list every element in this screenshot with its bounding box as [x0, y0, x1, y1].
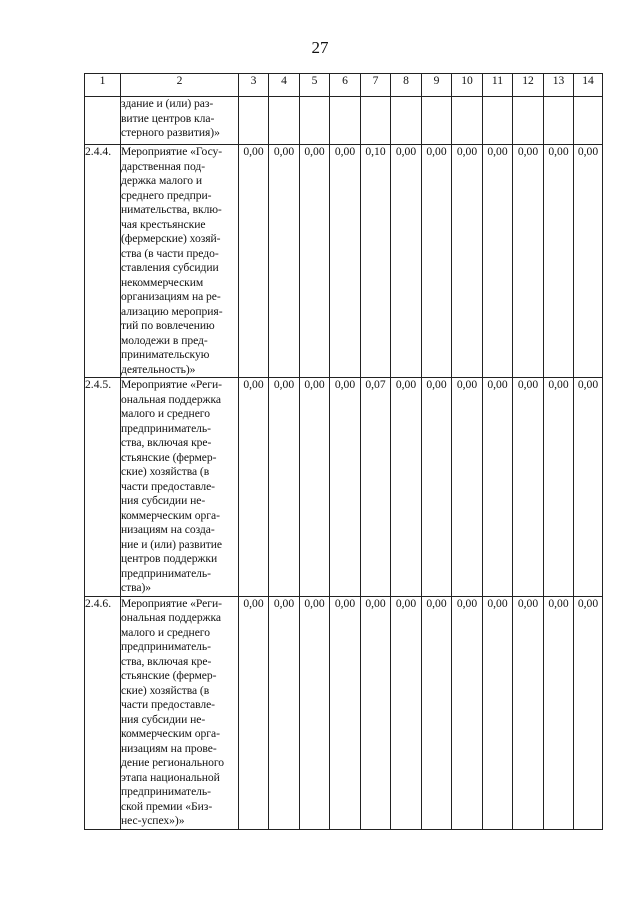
name-line: предприниматель-	[121, 785, 211, 798]
value-cell: 0,00	[391, 596, 422, 829]
column-header: 12	[513, 74, 544, 97]
value-cell: 0,00	[513, 378, 544, 597]
name-line: Мероприятие «Госу-	[121, 145, 223, 158]
table-body	[85, 97, 603, 830]
name-line: ства, включая кре-	[121, 436, 212, 449]
row-name-cell	[121, 145, 239, 378]
value-cell: 0,00	[544, 378, 574, 597]
value-cell: 0,07	[361, 378, 391, 597]
value-cell: 0,00	[330, 378, 361, 597]
value-cell: 0,00	[422, 378, 452, 597]
column-header: 2	[121, 74, 239, 97]
name-line: ональная поддержка	[121, 611, 222, 624]
row-number-cell	[85, 97, 121, 145]
name-line: дарственная под-	[121, 159, 206, 173]
name-line: ские) хозяйства (в	[121, 465, 210, 478]
name-line: предприниматель-	[121, 566, 211, 580]
name-line: чая крестьянские	[121, 217, 206, 231]
name-line: (фермерские) хозяй-	[121, 232, 221, 245]
name-line: части предоставле-	[121, 698, 215, 711]
column-header: 10	[452, 74, 483, 97]
value-cell	[422, 97, 452, 145]
name-line: Мероприятие «Реги-	[121, 378, 222, 391]
name-line: здание и (или) раз-	[121, 97, 214, 110]
name-line: коммерческим орга-	[121, 727, 220, 740]
value-cell: 0,00	[544, 596, 574, 829]
value-cell: 0,00	[239, 378, 269, 597]
value-cell: 0,00	[330, 596, 361, 829]
name-line: Мероприятие «Реги-	[121, 596, 222, 610]
column-header: 1	[85, 74, 121, 97]
column-header: 8	[391, 74, 422, 97]
column-header: 5	[300, 74, 330, 97]
name-line: среднего предпри-	[121, 188, 212, 202]
value-cell: 0,00	[574, 378, 603, 597]
name-line: ства)»	[121, 581, 152, 594]
name-line: центров поддержки	[121, 552, 218, 565]
name-line: принимательскую	[121, 348, 210, 361]
value-cell	[300, 97, 330, 145]
value-cell: 0,00	[239, 596, 269, 829]
value-cell: 0,00	[300, 378, 330, 597]
value-cell	[391, 97, 422, 145]
value-cell: 0,00	[513, 596, 544, 829]
value-cell: 0,00	[300, 596, 330, 829]
value-cell: 0,00	[269, 596, 300, 829]
name-line: предприниматель-	[121, 640, 211, 653]
name-line: тий по вовлечению	[121, 319, 215, 332]
name-line: низациям на созда-	[121, 523, 215, 536]
name-line: коммерческим орга-	[121, 508, 220, 522]
row-name-cell	[121, 596, 239, 829]
name-line: ния субсидии не-	[121, 494, 206, 507]
name-line: витие центров кла-	[121, 111, 215, 125]
value-cell	[483, 97, 513, 145]
name-line: ства, включая кре-	[121, 654, 212, 668]
name-line: ской премии «Биз-	[121, 799, 213, 813]
column-header: 13	[544, 74, 574, 97]
value-cell: 0,00	[574, 145, 603, 378]
name-line: ние и (или) развитие	[121, 537, 222, 551]
value-cell: 0,00	[391, 378, 422, 597]
table-row	[85, 378, 603, 597]
value-cell: 0,00	[513, 145, 544, 378]
value-cell	[574, 97, 603, 145]
table-row	[85, 97, 603, 145]
name-line: дение регионального	[121, 756, 225, 769]
value-cell: 0,00	[422, 596, 452, 829]
value-cell	[239, 97, 269, 145]
column-header: 7	[361, 74, 391, 97]
name-line: ские) хозяйства (в	[121, 683, 210, 697]
name-line: ональная поддержка	[121, 392, 222, 406]
name-line: ства (в части предо-	[121, 246, 219, 260]
column-header: 9	[422, 74, 452, 97]
value-cell	[544, 97, 574, 145]
value-cell: 0,00	[300, 145, 330, 378]
name-line: ставления субсидии	[121, 261, 219, 274]
name-line: предприниматель-	[121, 421, 211, 435]
value-cell: 0,00	[330, 145, 361, 378]
column-header: 4	[269, 74, 300, 97]
name-line: малого и среднего	[121, 407, 210, 420]
value-cell	[452, 97, 483, 145]
name-line: этапа национальной	[121, 770, 220, 784]
name-line: деятельность)»	[121, 362, 196, 376]
name-line: молодежи в пред-	[121, 333, 208, 347]
value-cell: 0,00	[391, 145, 422, 378]
value-cell	[361, 97, 391, 145]
row-name-cell	[121, 378, 239, 597]
page-number: 27	[311, 38, 329, 57]
name-line: нес-успех»)»	[121, 814, 185, 827]
value-cell: 0,00	[452, 596, 483, 829]
value-cell: 0,00	[483, 596, 513, 829]
row-name-cell	[121, 97, 239, 145]
value-cell: 0,00	[544, 145, 574, 378]
name-line: части предоставле-	[121, 479, 215, 493]
name-line: нимательства, вклю-	[121, 203, 222, 216]
name-line: держка малого и	[121, 174, 203, 187]
value-cell: 0,00	[269, 378, 300, 597]
table-row	[85, 145, 603, 378]
value-cell: 0,00	[452, 378, 483, 597]
row-number-cell: 2.4.4.	[85, 145, 121, 378]
column-header: 6	[330, 74, 361, 97]
row-number-cell: 2.4.6.	[85, 596, 121, 829]
name-line: низациям на прове-	[121, 741, 217, 755]
value-cell	[330, 97, 361, 145]
name-line: стьянские (фермер-	[121, 450, 217, 464]
value-cell: 0,00	[239, 145, 269, 378]
name-line: организациям на ре-	[121, 290, 221, 303]
name-line: стьянские (фермер-	[121, 669, 217, 682]
budget-table	[84, 73, 603, 830]
column-header: 11	[483, 74, 513, 97]
name-line: стерного развития)»	[121, 126, 220, 139]
value-cell: 0,00	[269, 145, 300, 378]
value-cell: 0,00	[361, 596, 391, 829]
value-cell: 0,00	[574, 596, 603, 829]
value-cell: 0,00	[483, 145, 513, 378]
name-line: ния субсидии не-	[121, 712, 206, 726]
value-cell: 0,00	[483, 378, 513, 597]
column-header: 3	[239, 74, 269, 97]
value-cell: 0,00	[422, 145, 452, 378]
value-cell: 0,10	[361, 145, 391, 378]
row-number-cell: 2.4.5.	[85, 378, 121, 597]
value-cell: 0,00	[452, 145, 483, 378]
value-cell	[513, 97, 544, 145]
header-row	[85, 74, 603, 97]
table-row	[85, 596, 603, 829]
column-header: 14	[574, 74, 603, 97]
name-line: ализацию мероприя-	[121, 304, 223, 318]
value-cell	[269, 97, 300, 145]
name-line: некоммерческим	[121, 275, 204, 289]
name-line: малого и среднего	[121, 625, 210, 639]
